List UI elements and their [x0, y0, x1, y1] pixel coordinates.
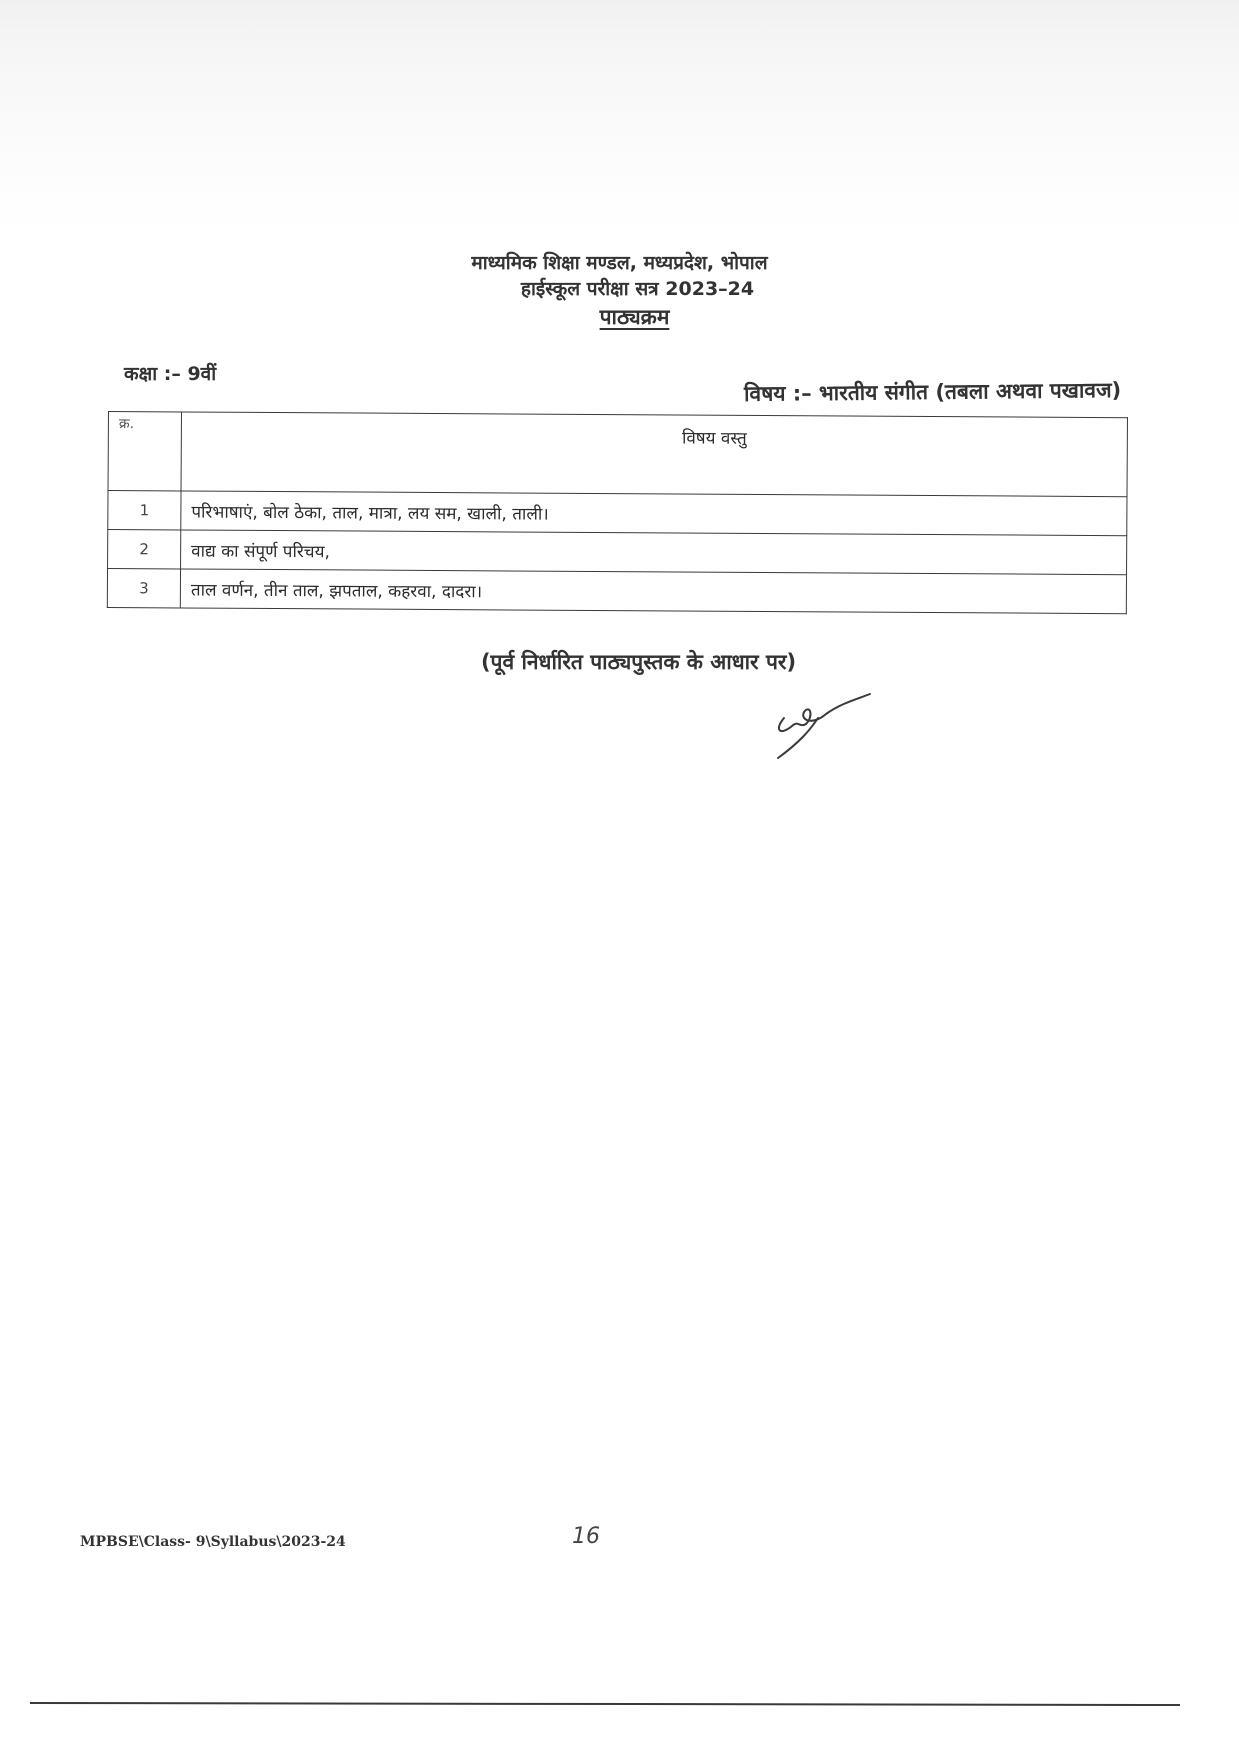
- row-content: परिभाषाएं, बोल ठेका, ताल, मात्रा, लय सम, खाली, ताली।: [181, 491, 1127, 536]
- table-header-row: [108, 412, 1127, 497]
- row-content: वाद्य का संपूर्ण परिचय,: [181, 530, 1127, 575]
- row-number: 3: [107, 569, 180, 608]
- table-row: [107, 569, 1126, 614]
- exam-session: हाईस्कूल परीक्षा सत्र 2023–24: [520, 278, 755, 300]
- row-number: 2: [108, 530, 181, 569]
- syllabus-table-wrapper: [107, 411, 1128, 614]
- scan-shading: [0, 0, 1239, 230]
- table-row: [108, 491, 1127, 536]
- subject-label: विषय :– भारतीय संगीत (तबला अथवा पखावज): [743, 378, 1122, 406]
- board-name: माध्यमिक शिक्षा मण्डल, मध्यप्रदेश, भोपाल: [471, 252, 768, 274]
- footer-note: [0, 648, 1239, 676]
- document-header: [0, 250, 1239, 332]
- content-header: विषय वस्तु: [181, 412, 1127, 497]
- footer-note-text: (पूर्व निर्धारित पाठ्यपुस्तक के आधार पर): [480, 650, 797, 674]
- row-number: 1: [108, 491, 181, 530]
- row-content: ताल वर्णन, तीन ताल, झपताल, कहरवा, दादरा।: [180, 569, 1126, 614]
- page-number: 16: [572, 1524, 600, 1549]
- syllabus-table: [107, 411, 1128, 614]
- signature-icon: [770, 690, 900, 760]
- bottom-divider: [30, 1702, 1180, 1706]
- class-label: कक्षा :– 9वीं: [124, 363, 217, 385]
- document-path: MPBSE\Class- 9\Syllabus\2023-24: [80, 1534, 346, 1550]
- table-row: [108, 530, 1127, 575]
- page-title: पाठ्यक्रम: [599, 305, 670, 329]
- serial-header: क्र.: [108, 412, 181, 491]
